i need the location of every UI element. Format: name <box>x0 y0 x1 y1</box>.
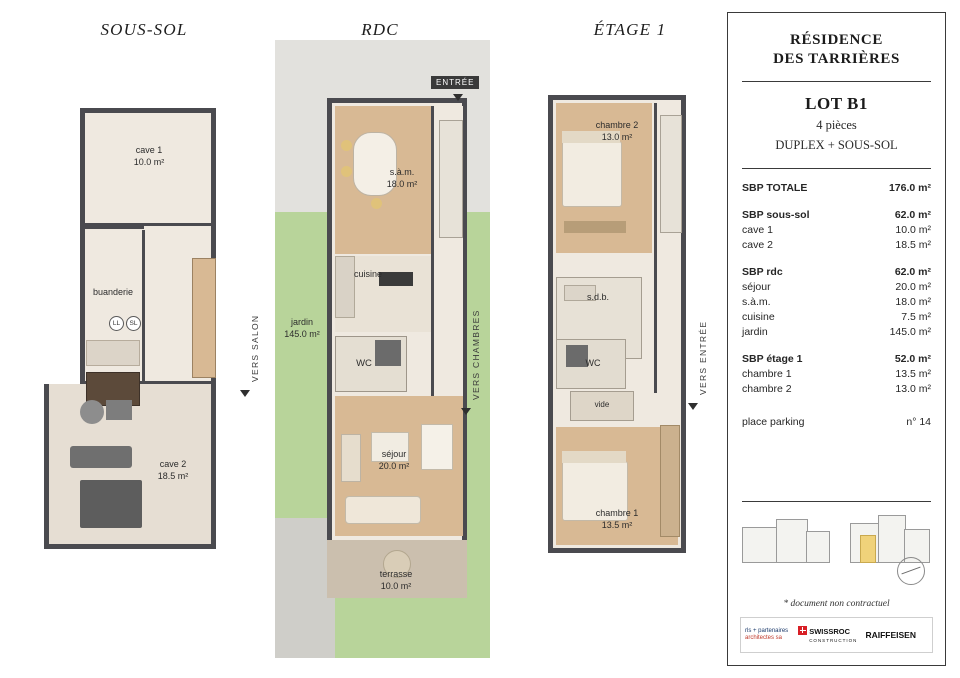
residence-line-1: RÉSIDENCE <box>790 32 883 48</box>
residence-title <box>728 31 945 69</box>
row-value: 13.0 m² <box>895 383 931 395</box>
row-label: chambre 2 <box>742 383 792 395</box>
spacer <box>742 253 931 262</box>
table-row <box>742 310 931 325</box>
row-label: SBP rdc <box>742 266 783 278</box>
divider <box>742 168 931 169</box>
row-label: SBP sous-sol <box>742 209 810 221</box>
table-row <box>742 382 931 397</box>
column-title-etage: ÉTAGE 1 <box>593 20 667 39</box>
lot-pieces: 4 pièces <box>816 118 857 132</box>
plan-rdc <box>275 40 493 658</box>
spacer <box>742 196 931 205</box>
furniture-item <box>106 400 132 420</box>
row-label: chambre 1 <box>742 368 792 380</box>
plan-sous-sol <box>44 100 260 558</box>
row-value: 10.0 m² <box>895 224 931 236</box>
row-value: 18.0 m² <box>895 296 931 308</box>
label-cave-1: cave 1 10.0 m² <box>133 145 165 167</box>
logo-raiffeisen: RAIFFEISEN <box>865 630 916 640</box>
row-value: n° 14 <box>906 416 931 428</box>
entry-arrow <box>453 94 463 101</box>
row-value: 145.0 m² <box>889 326 931 338</box>
label-buanderie: buanderie <box>92 287 134 297</box>
table-row <box>742 181 931 196</box>
row-label: SBP étage 1 <box>742 353 803 365</box>
row-value: 176.0 m² <box>888 182 931 194</box>
chair <box>341 140 352 151</box>
appliance-sl-icon: SL <box>126 316 141 331</box>
partition-wall <box>654 103 657 393</box>
armchair <box>341 434 361 482</box>
label-sam: s.à.m. 18.0 m² <box>386 167 418 189</box>
row-label: place parking <box>742 416 805 428</box>
room-cave-1 <box>80 108 216 228</box>
stair-direction-arrow <box>688 403 698 410</box>
entry-label: ENTRÉE <box>431 76 479 89</box>
table-row <box>742 280 931 295</box>
row-value: 62.0 m² <box>894 209 931 221</box>
row-value: 62.0 m² <box>894 266 931 278</box>
logo-rls-partenaires: rls + partenaires architectes sa <box>745 628 789 641</box>
spacer <box>742 397 931 415</box>
label-cave-2: cave 2 18.5 m² <box>157 459 189 481</box>
furniture-item <box>80 480 142 528</box>
appliance-ll-icon: LL <box>109 316 124 331</box>
table-row <box>742 352 931 367</box>
table-row <box>742 367 931 382</box>
row-value: 18.5 m² <box>895 239 931 251</box>
table-row <box>742 238 931 253</box>
row-label: séjour <box>742 281 771 293</box>
divider <box>742 81 931 82</box>
label-jardin: jardin 145.0 m² <box>284 317 320 339</box>
pillow <box>562 451 626 463</box>
partition-wall <box>142 230 145 382</box>
building-elevation-thumbnail <box>742 513 931 583</box>
label-cuisine: cuisine <box>353 269 382 279</box>
divider <box>742 501 931 502</box>
row-label: s.à.m. <box>742 296 771 308</box>
label-chambre-2: chambre 2 13.0 m² <box>595 120 639 142</box>
wardrobe <box>660 425 680 537</box>
spacer <box>742 340 931 349</box>
column-title-sous-sol: SOUS-SOL <box>100 20 188 39</box>
column-title-rdc: RDC <box>361 20 399 39</box>
staircase <box>439 120 463 238</box>
label-wc: WC <box>585 358 601 368</box>
table-row <box>742 265 931 280</box>
disclaimer-text: * document non contractuel <box>783 599 890 609</box>
residence-line-2: DES TARRIÈRES <box>773 51 900 67</box>
lot-number: LOT B1 <box>805 94 868 113</box>
label-sejour: séjour 20.0 m² <box>378 449 410 471</box>
row-value: 13.5 m² <box>895 368 931 380</box>
label-chambre-1: chambre 1 13.5 m² <box>595 508 639 530</box>
row-label: cave 1 <box>742 224 773 236</box>
label-sdb: s.d.b. <box>586 292 609 302</box>
partition-wall <box>80 226 144 229</box>
table-row <box>742 325 931 340</box>
staircase <box>192 258 216 378</box>
surface-table <box>742 181 931 430</box>
row-label: SBP TOTALE <box>742 182 808 194</box>
furniture-item <box>80 400 104 424</box>
label-vide: vide <box>594 400 610 409</box>
lot-type: DUPLEX + SOUS-SOL <box>775 138 898 152</box>
logo-bar <box>740 617 933 653</box>
compass-icon <box>897 557 925 585</box>
paving-area <box>275 518 335 658</box>
stair-label-vers-salon: VERS SALON <box>250 314 260 382</box>
stair-label-vers-entree: VERS ENTRÉE <box>698 320 708 395</box>
row-label: jardin <box>742 326 768 338</box>
table-row <box>742 208 931 223</box>
logo-swissroc: SWISSROC CONSTRUCTION <box>798 626 857 645</box>
swiss-cross-icon <box>798 626 807 635</box>
counter-fixture <box>86 340 140 366</box>
stair-label-vers-chambres: VERS CHAMBRES <box>471 309 481 400</box>
staircase <box>660 115 682 233</box>
furniture-item <box>70 446 132 468</box>
row-value: 52.0 m² <box>894 353 931 365</box>
row-value: 20.0 m² <box>895 281 931 293</box>
table-row <box>742 295 931 310</box>
sofa <box>345 496 421 524</box>
chair <box>371 198 382 209</box>
row-label: cuisine <box>742 311 775 323</box>
dresser <box>564 221 626 233</box>
table-row <box>742 415 931 430</box>
info-panel <box>727 12 946 666</box>
label-terrasse: terrasse 10.0 m² <box>379 569 413 591</box>
row-label: cave 2 <box>742 239 773 251</box>
partition-wall <box>431 106 434 396</box>
stair-direction-arrow <box>240 390 250 397</box>
table-row <box>742 223 931 238</box>
plan-etage-1 <box>548 95 708 555</box>
label-wc: WC <box>356 358 372 369</box>
row-value: 7.5 m² <box>901 311 931 323</box>
kitchen-counter <box>335 256 355 318</box>
chair <box>341 166 352 177</box>
bed <box>562 141 622 207</box>
stair-direction-arrow <box>461 408 471 415</box>
